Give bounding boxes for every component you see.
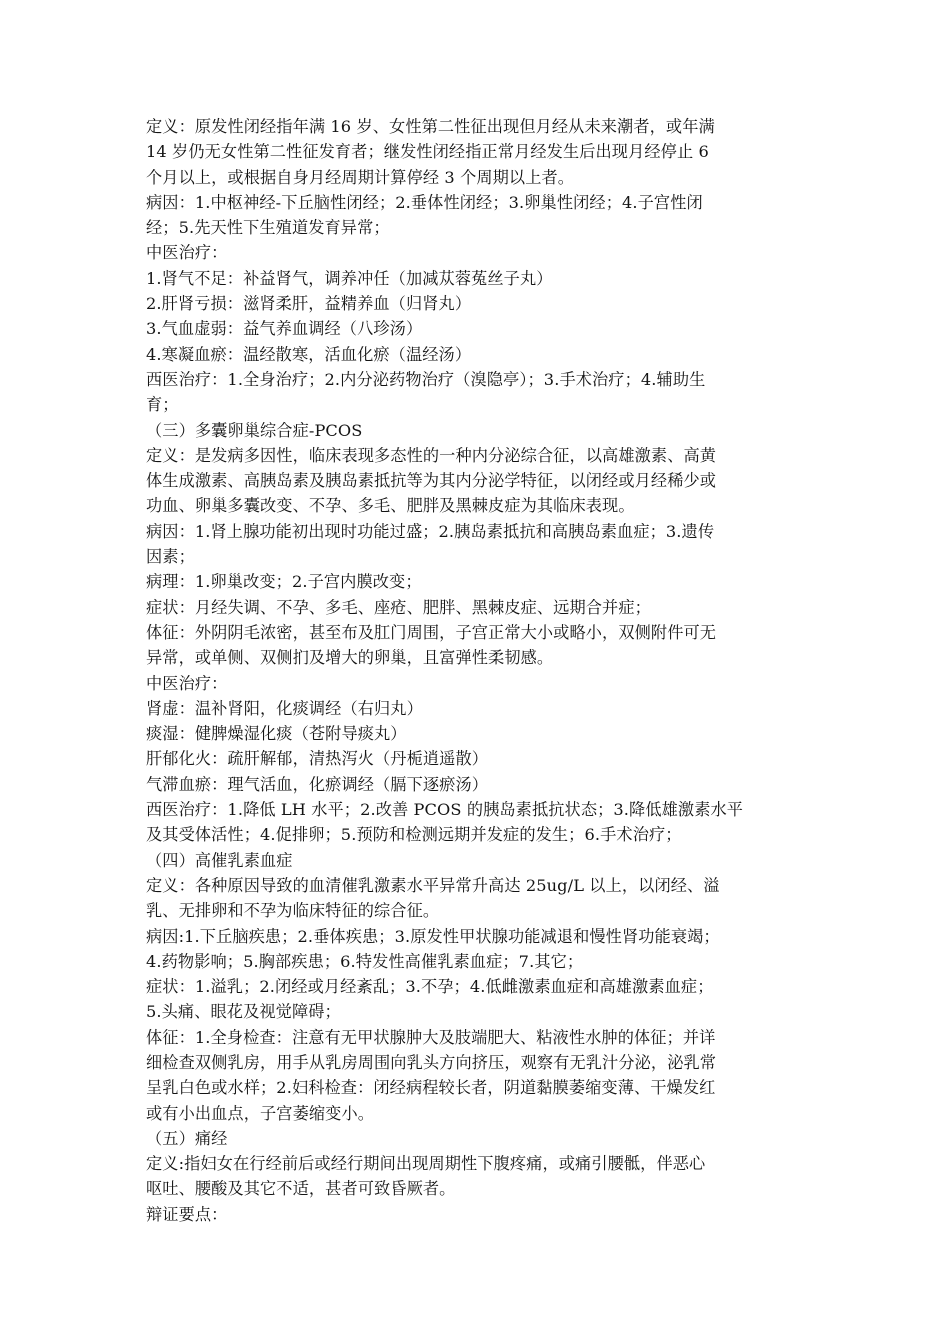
text-line: 症状：月经失调、不孕、多毛、座疮、肥胖、黑棘皮症、远期合并症； bbox=[146, 597, 651, 617]
text-line: 体征：1.全身检查：注意有无甲状腺肿大及肢端肥大、粘液性水肿的体征；并详 bbox=[146, 1027, 716, 1047]
text-line: 西医治疗：1.全身治疗；2.内分泌药物治疗（溴隐亭）；3.手术治疗；4.辅助生 bbox=[146, 369, 706, 389]
text-line: 经；5.先天性下生殖道发育异常； bbox=[146, 218, 390, 238]
text-line: 西医治疗：1.降低 LH 水平；2.改善 PCOS 的胰岛素抵抗状态；3.降低雄激素水平 bbox=[146, 800, 744, 820]
text-line: 体征：外阴阴毛浓密，甚至布及肛门周围，子宫正常大小或略小，双侧附件可无 bbox=[146, 622, 717, 642]
text-line: 2.肝肾亏损：滋肾柔肝，益精养血（归肾丸） bbox=[146, 294, 472, 314]
text-line: 气滞血瘀：理气活血，化瘀调经（膈下逐瘀汤） bbox=[146, 774, 489, 794]
text-line: 肝郁化火：疏肝解郁，清热泻火（丹栀逍遥散） bbox=[146, 749, 489, 769]
document-body bbox=[146, 114, 810, 1227]
text-line: 4.寒凝血瘀：温经散寒，活血化瘀（温经汤） bbox=[146, 344, 472, 364]
text-line: 细检查双侧乳房，用手从乳房周围向乳头方向挤压，观察有无乳汁分泌，泌乳常 bbox=[146, 1052, 717, 1072]
text-line: 病因：1.肾上腺功能初出现时功能过盛；2.胰岛素抵抗和高胰岛素血症；3.遗传 bbox=[146, 521, 715, 541]
text-line: 呕吐、腰酸及其它不适，甚者可致昏厥者。 bbox=[146, 1179, 456, 1199]
text-line: 3.气血虚弱：益气养血调经（八珍汤） bbox=[146, 319, 423, 339]
text-line: 5.头痛、眼花及视觉障碍； bbox=[146, 1002, 341, 1022]
text-line: 痰湿：健脾燥湿化痰（苍附导痰丸） bbox=[146, 724, 407, 744]
text-line: 因素； bbox=[146, 547, 195, 567]
text-line: 异常，或单侧、双侧扪及增大的卵巢，且富弹性柔韧感。 bbox=[146, 648, 554, 668]
section-heading: （五）痛经 bbox=[146, 1128, 228, 1148]
text-line: 体生成激素、高胰岛素及胰岛素抵抗等为其内分泌学特征，以闭经或月经稀少或 bbox=[146, 471, 717, 491]
text-line: 1.肾气不足：补益肾气，调养冲任（加减苁蓉菟丝子丸） bbox=[146, 268, 553, 288]
text-line: 肾虚：温补肾阳，化痰调经（右归丸） bbox=[146, 698, 423, 718]
text-line: 定义：是发病多因性，临床表现多态性的一种内分泌综合征，以高雄激素、高黄 bbox=[146, 445, 717, 465]
text-line: 定义：各种原因导致的血清催乳激素水平异常升高达 25ug/L 以上，以闭经、溢 bbox=[146, 875, 720, 895]
text-line: 辩证要点： bbox=[146, 1204, 228, 1224]
section-heading: （三）多囊卵巢综合症-PCOS bbox=[146, 420, 363, 440]
text-line: 乳、无排卵和不孕为临床特征的综合征。 bbox=[146, 901, 440, 921]
text-line: 4.药物影响；5.胸部疾患；6.特发性高催乳素血症；7.其它； bbox=[146, 951, 584, 971]
text-line: 及其受体活性；4.促排卵；5.预防和检测远期并发症的发生；6.手术治疗； bbox=[146, 825, 682, 845]
text-line: 个月以上，或根据自身月经周期计算停经 3 个周期以上者。 bbox=[146, 167, 575, 187]
text-line: 功血、卵巢多囊改变、不孕、多毛、肥胖及黑棘皮症为其临床表现。 bbox=[146, 496, 635, 516]
section-heading: （四）高催乳素血症 bbox=[146, 850, 293, 870]
text-line: 育； bbox=[146, 395, 179, 415]
section-label: 中医治疗： bbox=[146, 673, 228, 693]
section-label: 中医治疗： bbox=[146, 243, 228, 263]
text-line: 定义:指妇女在行经前后或经行期间出现周期性下腹疼痛，或痛引腰骶，伴恶心 bbox=[146, 1154, 706, 1174]
text-line: 定义：原发性闭经指年满 16 岁、女性第二性征出现但月经从未来潮者，或年满 bbox=[146, 117, 715, 136]
text-line: 14 岁仍无女性第二性征发育者；继发性闭经指正常月经发生后出现月经停止 6 bbox=[146, 142, 709, 162]
text-line: 症状：1.溢乳；2.闭经或月经紊乱；3.不孕；4.低雌激素血症和高雄激素血症； bbox=[146, 977, 714, 997]
text-line: 或有小出血点，子宫萎缩变小。 bbox=[146, 1103, 375, 1123]
text-line: 病因：1.中枢神经-下丘脑性闭经；2.垂体性闭经；3.卵巢性闭经；4.子宫性闭 bbox=[146, 192, 703, 212]
text-line: 呈乳白色或水样；2.妇科检查：闭经病程较长者，阴道黏膜萎缩变薄、干燥发红 bbox=[146, 1078, 716, 1098]
text-line: 病因:1.下丘脑疾患；2.垂体疾患；3.原发性甲状腺功能减退和慢性肾功能衰竭； bbox=[146, 926, 720, 946]
text-line: 病理：1.卵巢改变；2.子宫内膜改变； bbox=[146, 572, 422, 592]
